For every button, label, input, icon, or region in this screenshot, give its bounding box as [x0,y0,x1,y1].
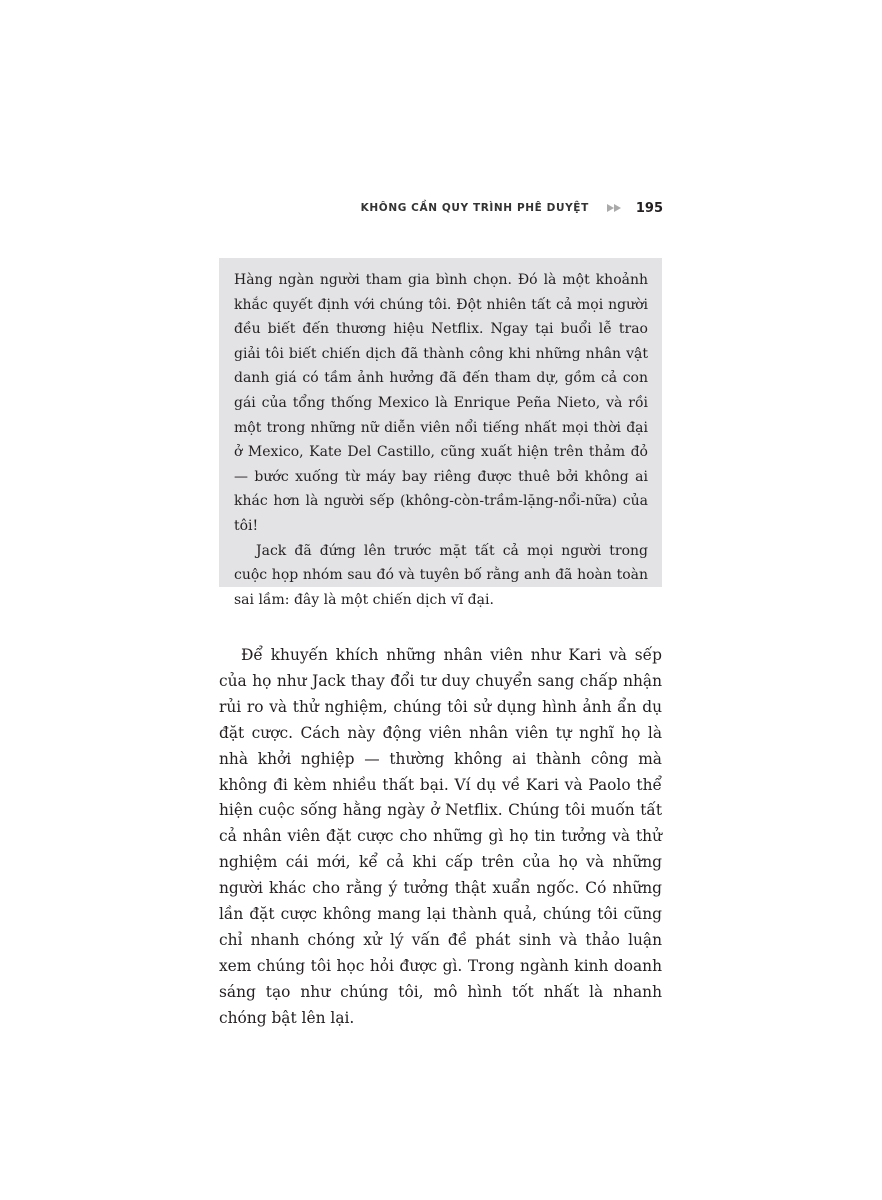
page-number: 195 [635,200,663,216]
running-title: KHÔNG CẦN QUY TRÌNH PHÊ DUYỆT [360,202,589,214]
body-paragraph: Để khuyến khích những nhân viên như Kari và sếp của họ như Jack thay đổi tư duy chuyển sang chấp nhận rủi ro và thử nghiệm, chúng tôi sử dụng hình ảnh ẩn dụ đặt cược. Cách này động viên nhân viên tự nghĩ họ là nhà khởi nghiệp — thường không ai thành công mà không đi kèm nhiều thất bại. Ví dụ về Kari và Paolo thể hiện cuộc sống hằng ngày ở Netflix. Chúng tôi muốn tất cả nhân viên đặt cược cho những gì họ tin tưởng và thử nghiệm cái mới, kể cả khi cấp trên của họ và những người khác cho rằng ý tưởng thật xuẩn ngốc. Có những lần đặt cược không mang lại thành quả, chúng tôi cũng chỉ nhanh chóng xử lý vấn đề phát sinh và thảo luận xem chúng tôi học hỏi được gì. Trong ngành kinh doanh sáng tạo như chúng tôi, mô hình tốt nhất là nhanh chóng bật lên lại. [219,646,662,1027]
running-header [360,198,663,218]
sidebar-paragraph: Hàng ngàn người tham gia bình chọn. Đó là một khoảnh khắc quyết định với chúng tôi. Đột nhiên tất cả mọi người đều biết đến thương hiệu Netflix. Ngay tại buổi lễ trao giải tôi biết chiến dịch đã thành công khi những nhân vật danh giá có tầm ảnh hưởng đã đến tham dự, gồm cả con gái của tổng thống Mexico là Enrique Peña Nieto, và rồi một trong những nữ diễn viên nổi tiếng nhất mọi thời đại ở Mexico, Kate Del Castillo, cũng xuất hiện trên thảm đỏ — bước xuống từ máy bay riêng được thuê bởi không ai khác hơn là người sếp (không-còn-trầm-lặng-nổi-nữa) của tôi! [234,272,648,534]
sidebar-paragraph: Jack đã đứng lên trước mặt tất cả mọi người trong cuộc họp nhóm sau đó và tuyên bố rằng anh đã hoàn toàn sai lầm: đây là một chiến dịch vĩ đại. [234,542,648,608]
arrow-icon [607,204,614,212]
sidebar-box [219,258,662,608]
arrow-icon [614,204,621,212]
double-arrow-icon [607,204,621,212]
